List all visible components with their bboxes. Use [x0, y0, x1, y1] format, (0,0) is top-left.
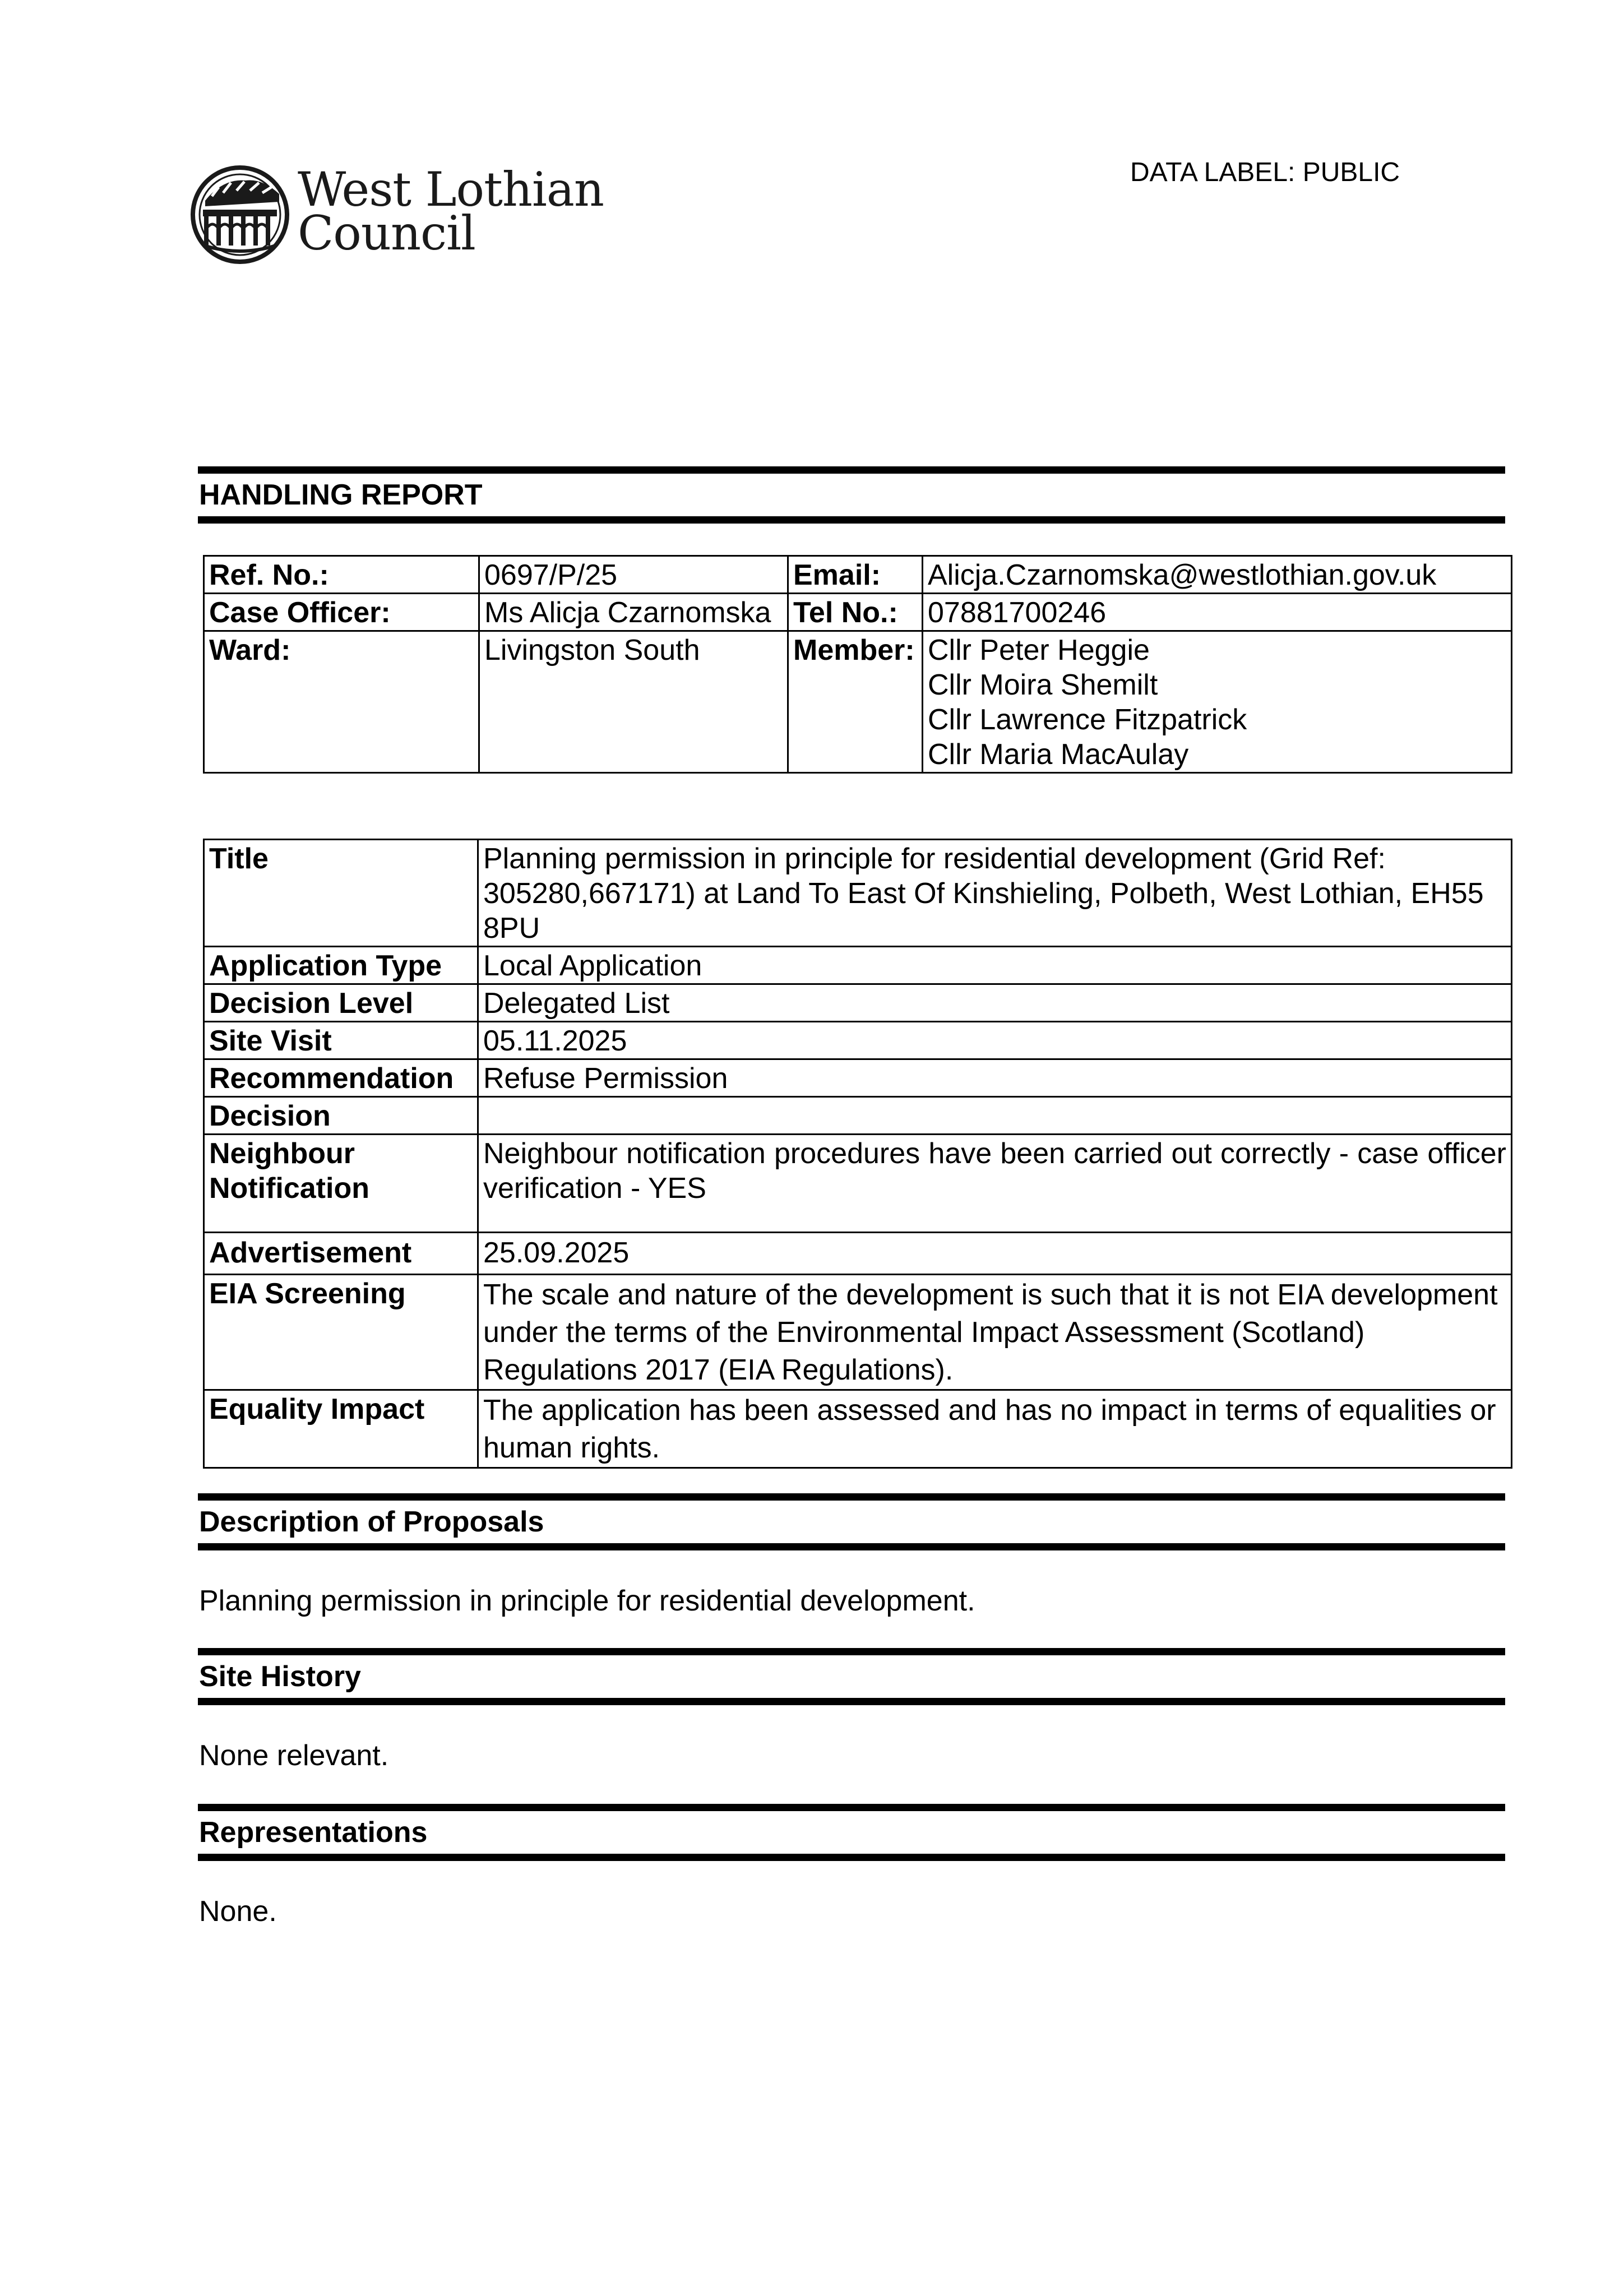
equality-impact-value: The application has been assessed and has no impact in terms of equalities or human rights. — [478, 1390, 1512, 1468]
description-text: Planning permission in principle for residential development. — [199, 1585, 975, 1617]
member-name: Cllr Peter Heggie — [928, 634, 1150, 666]
ward-value: Livingston South — [479, 631, 788, 773]
decision-level-value: Delegated List — [478, 984, 1512, 1022]
site-history-heading: Site History — [199, 1660, 361, 1693]
table-row — [204, 840, 1512, 947]
equality-impact-label: Equality Impact — [204, 1390, 478, 1468]
report-title: HANDLING REPORT — [199, 479, 483, 511]
advertisement-label: Advertisement — [204, 1233, 478, 1275]
representations-heading: Representations — [199, 1816, 428, 1849]
email-value: Alicja.Czarnomska@westlothian.gov.uk — [923, 556, 1512, 594]
application-details-table — [203, 839, 1512, 1469]
neighbour-notification-label — [204, 1135, 478, 1233]
table-row — [204, 1059, 1512, 1097]
advertisement-value: 25.09.2025 — [478, 1233, 1512, 1275]
neighbour-notification-value: Neighbour notification procedures have been carried out correctly - case officer verification - YES — [478, 1135, 1512, 1233]
recommendation-value: Refuse Permission — [478, 1059, 1512, 1097]
title-value: Planning permission in principle for residential development (Grid Ref: 305280,667171) at Land To East Of Kinshieling, Polbeth, West Lothian, EH55 8PU — [478, 840, 1512, 947]
report-title-bar — [198, 466, 1505, 524]
table-row — [204, 594, 1512, 631]
ref-value: 0697/P/25 — [479, 556, 788, 594]
case-officer-value: Ms Alicja Czarnomska — [479, 594, 788, 631]
neighbour-label-line1: Neighbour — [209, 1137, 355, 1170]
eia-screening-value: The scale and nature of the development is such that it is not EIA development under the terms of the Environmental Impact Assessment (Scotland) Regulations 2017 (EIA Regulations). — [478, 1275, 1512, 1390]
ref-label: Ref. No.: — [204, 556, 479, 594]
decision-value — [478, 1097, 1512, 1135]
decision-level-label: Decision Level — [204, 984, 478, 1022]
data-label: DATA LABEL: PUBLIC — [1130, 158, 1400, 187]
table-row — [204, 556, 1512, 594]
table-row — [204, 1275, 1512, 1390]
email-label: Email: — [788, 556, 923, 594]
tel-label: Tel No.: — [788, 594, 923, 631]
logo-text-line2: Council — [298, 206, 475, 261]
site-history-text: None relevant. — [199, 1739, 389, 1772]
member-label: Member: — [788, 631, 923, 773]
table-row — [204, 947, 1512, 984]
site-history-heading-bar — [198, 1648, 1505, 1705]
bridge-emblem-icon — [189, 161, 290, 268]
members-list — [923, 631, 1512, 773]
member-name: Cllr Lawrence Fitzpatrick — [928, 703, 1247, 736]
recommendation-label: Recommendation — [204, 1059, 478, 1097]
case-details-table — [203, 555, 1512, 774]
member-name: Cllr Maria MacAulay — [928, 738, 1189, 771]
table-row — [204, 984, 1512, 1022]
table-row — [204, 631, 1512, 773]
application-type-value: Local Application — [478, 947, 1512, 984]
member-name: Cllr Moira Shemilt — [928, 669, 1158, 701]
council-logo — [189, 161, 604, 268]
tel-value: 07881700246 — [923, 594, 1512, 631]
ward-label: Ward: — [204, 631, 479, 773]
site-visit-label: Site Visit — [204, 1022, 478, 1059]
neighbour-label-line2: Notification — [209, 1172, 369, 1205]
logo-text-line1: West Lothian — [298, 162, 604, 217]
title-label: Title — [204, 840, 478, 947]
case-officer-label: Case Officer: — [204, 594, 479, 631]
table-row — [204, 1135, 1512, 1233]
table-row — [204, 1233, 1512, 1275]
decision-label: Decision — [204, 1097, 478, 1135]
table-row — [204, 1097, 1512, 1135]
description-heading-bar — [198, 1493, 1505, 1550]
table-row — [204, 1390, 1512, 1468]
representations-text: None. — [199, 1895, 277, 1928]
eia-screening-label: EIA Screening — [204, 1275, 478, 1390]
table-row — [204, 1022, 1512, 1059]
site-visit-value: 05.11.2025 — [478, 1022, 1512, 1059]
application-type-label: Application Type — [204, 947, 478, 984]
description-heading: Description of Proposals — [199, 1506, 544, 1538]
representations-heading-bar — [198, 1804, 1505, 1861]
